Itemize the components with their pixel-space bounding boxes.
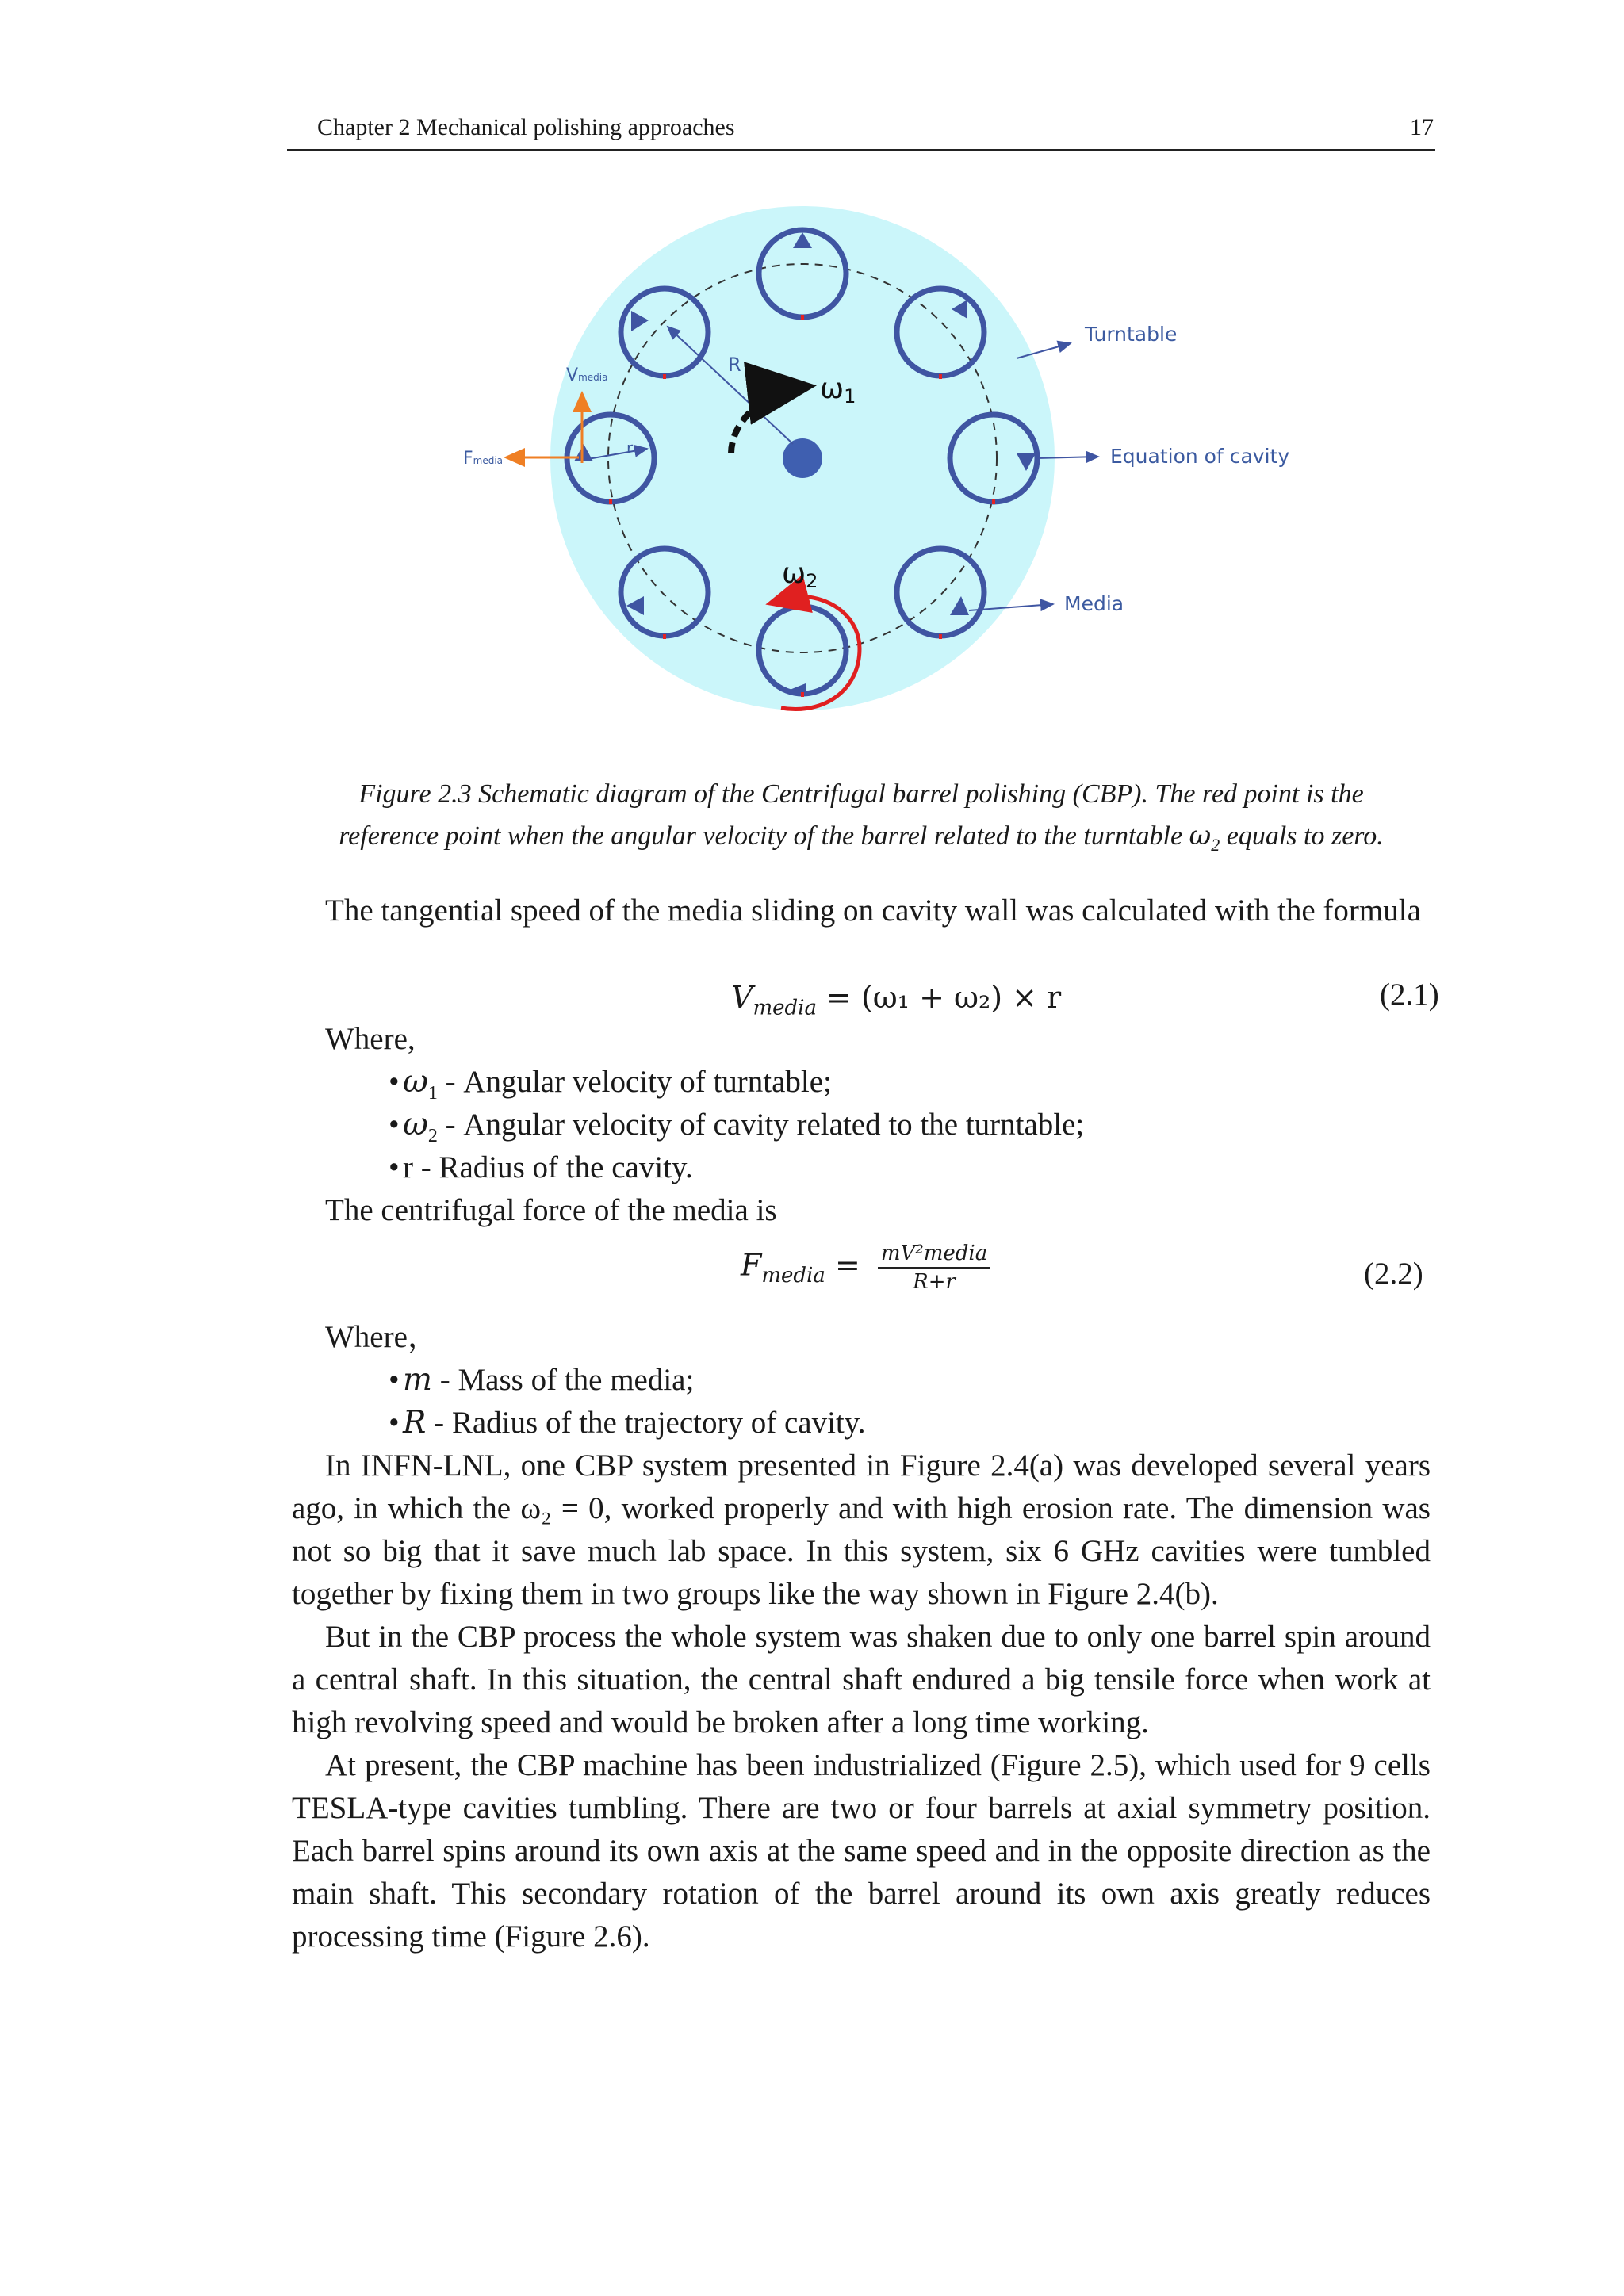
where-label-2: Where， <box>325 1320 439 1354</box>
chapter-title: Chapter 2 Mechanical polishing approaches <box>317 114 735 140</box>
equation-2-1: $V_{media} = (\omega_1 + \omega_2) \times r$ <box>731 980 1062 1020</box>
equation-of-cavity-label: Equation of cavity <box>1110 445 1290 468</box>
equation-2-2: $F_{media}$ = $\frac{\text{mV²media}}{R+r}$ <box>741 1242 990 1294</box>
big-r-label: R <box>728 354 741 376</box>
equation-2-1-number: (2.1) <box>1380 978 1439 1012</box>
equation-2-2-number: (2.2) <box>1364 1257 1423 1291</box>
equation-2-2-denominator: R+r <box>913 1270 956 1294</box>
cbp-schematic-svg <box>0 0 1624 761</box>
bullet-omega2: • $\omega_2$ - Angular velocity of cavity related to the turntable; <box>389 1107 1085 1146</box>
bullet-radius: • r - Radius of the cavity. <box>389 1150 693 1184</box>
bullet-omega1: • $\omega_1$ - Angular velocity of turntable; <box>389 1064 832 1104</box>
turntable-label: Turntable <box>1085 323 1178 346</box>
intro-paragraph: The tangential speed of the media sliding on cavity wall was calculated with the formula <box>325 894 1421 928</box>
omega1-label: ω1 <box>820 373 856 408</box>
center-shaft <box>783 438 822 478</box>
paragraph-shaking-issue: But in the CBP process the whole system was shaken due to only one barrel spin around a central shaft. In this situation, the central shaft endured a big tensile force when work at high revolving speed and would be broken after a long time working. <box>292 1620 1431 1739</box>
equation-2-2-numerator: mV²media <box>878 1242 990 1269</box>
paragraph-infn-lnl: In INFN-LNL, one CBP system presented in Figure 2.4(a) was developed several years ago, in which the ω₂ = 0, worked properly and with high erosion rate. The dimension was not so big that it save much lab space. In this system, six 6 GHz cavities were tumbled together by fixing them in two groups like the way shown in Figure 2.4(b). <box>292 1448 1431 1611</box>
cbp-schematic-figure <box>0 0 1624 761</box>
media-label: Media <box>1064 592 1124 615</box>
omega2-label: ω2 <box>782 557 818 592</box>
force-intro: The centrifugal force of the media is <box>325 1193 777 1227</box>
where-label-1: Where, <box>325 1022 416 1056</box>
page-number: 17 <box>1410 114 1434 140</box>
caption-line-1: Figure 2.3 Schematic diagram of the Centrifugal barrel polishing (CBP). The red point is the <box>358 779 1364 809</box>
paragraph-industrialized: At present, the CBP machine has been industrialized (Figure 2.5), which used for 9 cells TESLA-type cavities tumbling. There are two or four barrels at axial symmetry position. Each barrel spins around its own axis at the same speed and in the opposite direction as the main shaft. This secondary rotation of the barrel around its own axis greatly reduces processing time (Figure 2.6). <box>292 1748 1431 1954</box>
f-media-label: Fmedia <box>463 449 504 469</box>
caption-line-2: reference point when the angular velocity of the barrel related to the turntable $\omega_2$ equals to zero. <box>339 820 1384 855</box>
figure-caption <box>287 774 1435 866</box>
bullet-trajectory-radius: • R - Radius of the trajectory of cavity. <box>389 1405 866 1441</box>
bullet-mass: • m - Mass of the media; <box>389 1362 695 1398</box>
v-media-label: Vmedia <box>566 365 608 385</box>
small-r-label: r <box>626 438 634 457</box>
